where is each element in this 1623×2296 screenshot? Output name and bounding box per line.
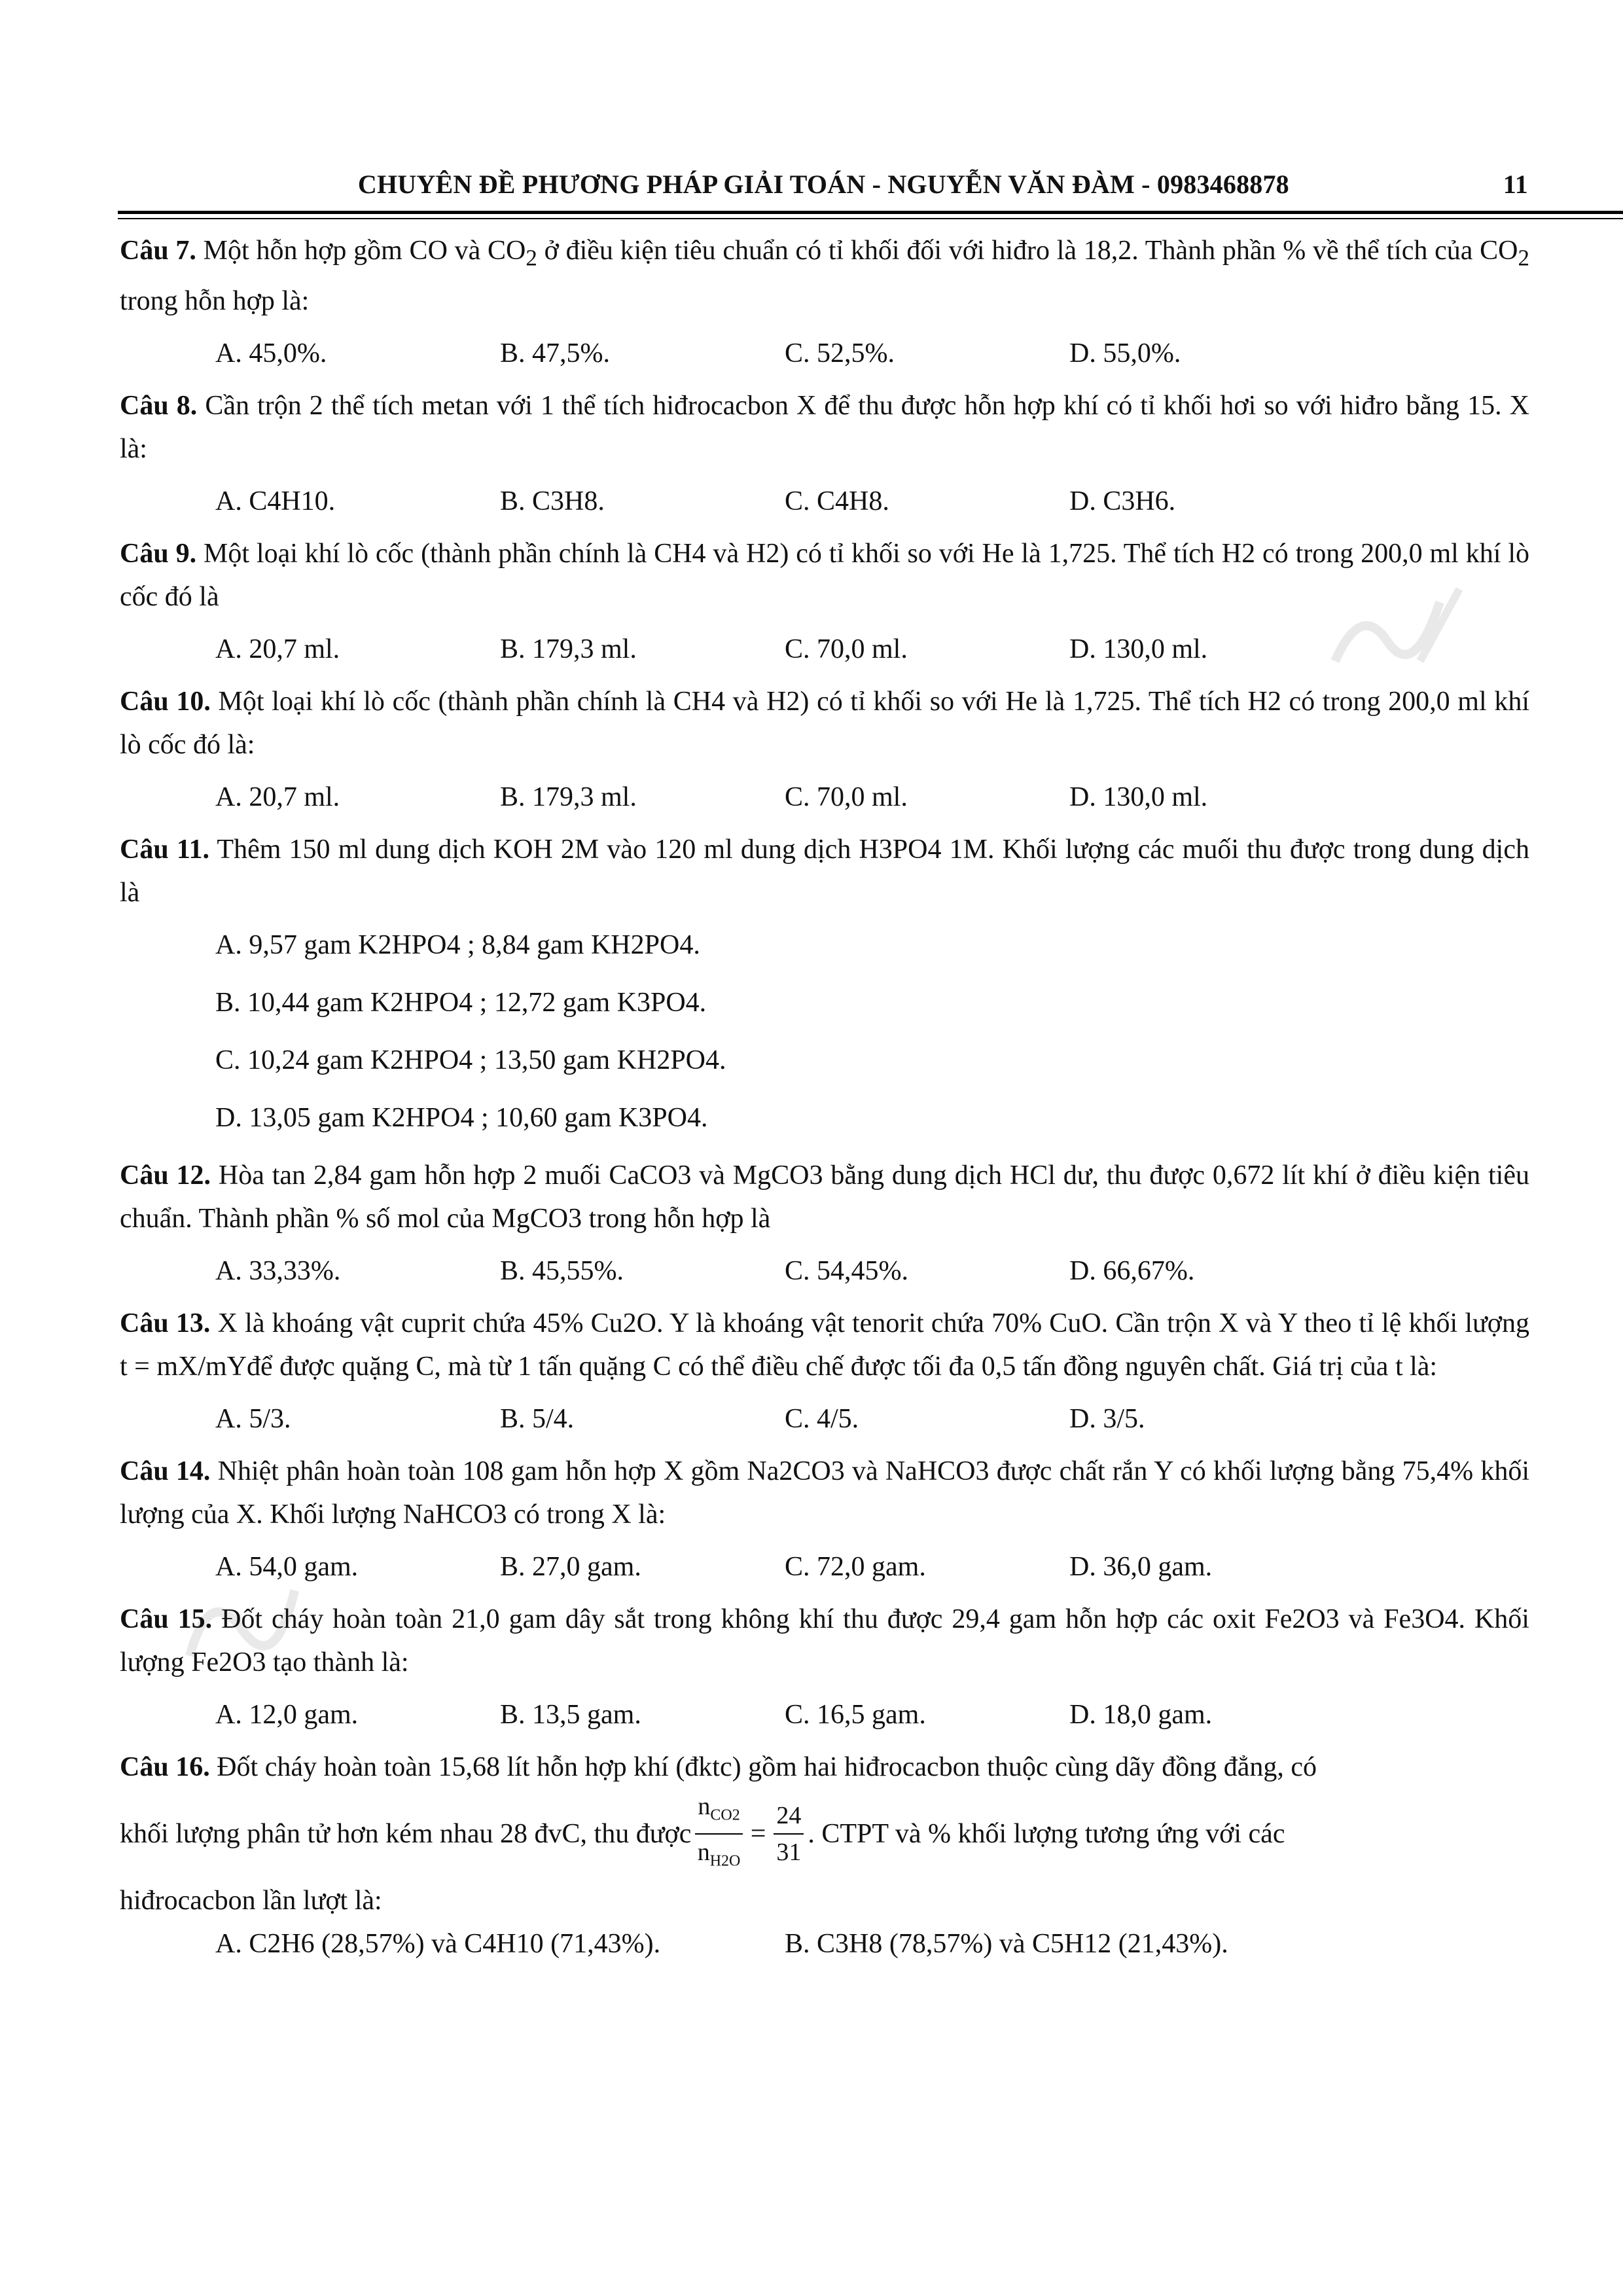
option-c: C. 52,5%. bbox=[785, 338, 895, 369]
option-a: A. 12,0 gam. bbox=[215, 1700, 359, 1731]
option-b: B. C3H8 (78,57%) và C5H12 (21,43%). bbox=[785, 1928, 1228, 1959]
option-a: A. C4H10. bbox=[215, 486, 336, 517]
question-15 bbox=[120, 1598, 1529, 1736]
option-d: D. 66,67%. bbox=[1069, 1256, 1195, 1287]
question-9-body: Một loại khí lò cốc (thành phần chính là CH4 và H2) có tỉ khối so với He là 1,725. Thể tích H2 có trong 200,0 ml khí lò cốc đó là bbox=[120, 539, 1529, 613]
option-d: D. 55,0%. bbox=[1069, 338, 1181, 369]
option-c: C. 10,24 gam K2HPO4 ; 13,50 gam KH2PO4. bbox=[215, 1045, 726, 1076]
question-9-options bbox=[120, 628, 1529, 671]
equals-sign: = bbox=[750, 1818, 766, 1849]
option-b: B. 47,5%. bbox=[500, 338, 610, 369]
question-16-text-line3: hiđrocacbon lần lượt là: bbox=[120, 1885, 382, 1916]
question-label: Câu 12. bbox=[120, 1160, 211, 1191]
frac-denominator-value: 31 bbox=[776, 1838, 802, 1866]
question-8-body: Cần trộn 2 thể tích metan với 1 thể tích hiđrocacbon X để thu được hỗn hợp khí có tỉ khối hơi so với hiđro bằng 15. X là: bbox=[120, 391, 1529, 465]
option-a: A. 33,33%. bbox=[215, 1256, 341, 1287]
option-c: C. 16,5 gam. bbox=[785, 1700, 926, 1731]
option-d: D. 130,0 ml. bbox=[1069, 634, 1208, 665]
option-b: B. C3H8. bbox=[500, 486, 605, 517]
option-a: A. 9,57 gam K2HPO4 ; 8,84 gam KH2PO4. bbox=[215, 930, 700, 961]
option-d: D. 130,0 ml. bbox=[1069, 782, 1208, 813]
question-label: Câu 10. bbox=[120, 687, 211, 717]
question-16-text-line2 bbox=[120, 1789, 1529, 1878]
question-label: Câu 16. bbox=[120, 1752, 210, 1783]
question-label: Câu 9. bbox=[120, 539, 197, 569]
option-b: B. 13,5 gam. bbox=[500, 1700, 641, 1731]
frac-numerator-value: 24 bbox=[774, 1798, 804, 1835]
option-d: D. 36,0 gam. bbox=[1069, 1552, 1213, 1583]
question-7 bbox=[120, 229, 1529, 375]
question-14-text bbox=[120, 1450, 1529, 1536]
question-14 bbox=[120, 1450, 1529, 1588]
question-13-options bbox=[120, 1397, 1529, 1441]
question-7-text bbox=[120, 229, 1529, 323]
question-16-options bbox=[120, 1922, 1529, 1965]
option-b: B. 179,3 ml. bbox=[500, 634, 637, 665]
question-13-text bbox=[120, 1302, 1529, 1388]
question-14-body: Nhiệt phân hoàn toàn 108 gam hỗn hợp X gồm Na2CO3 và NaHCO3 được chất rắn Y có khối lượng bằng 75,4% khối lượng của X. Khối lượng NaHCO3 có trong X là: bbox=[120, 1456, 1529, 1530]
question-label: Câu 14. bbox=[120, 1456, 211, 1487]
question-label: Câu 7. bbox=[120, 236, 196, 266]
header-title: CHUYÊN ĐỀ PHƯƠNG PHÁP GIẢI TOÁN - NGUYỄN VĂN ĐÀM - 0983468878 bbox=[357, 170, 1289, 199]
option-c: C. 70,0 ml. bbox=[785, 782, 908, 813]
option-a: A. 20,7 ml. bbox=[215, 634, 340, 665]
header-rule-thick bbox=[118, 211, 1623, 214]
question-13-body: X là khoáng vật cuprit chứa 45% Cu2O. Y là khoáng vật tenorit chứa 70% CuO. Cần trộn X và Y theo tỉ lệ khối lượng t = mX/mYđể được quặng C, mà từ 1 tấn quặng C có thể điều chế được tối đa 0,5 tấn đồng nguyên chất. Giá trị của t là: bbox=[120, 1308, 1529, 1382]
subscript: 2 bbox=[526, 245, 537, 271]
question-label: Câu 15. bbox=[120, 1604, 213, 1635]
question-15-body: Đốt cháy hoàn toàn 21,0 gam dây sắt trong không khí thu được 29,4 gam hỗn hợp các oxit Fe2O3 và Fe3O4. Khối lượng Fe2O3 tạo thành là: bbox=[120, 1604, 1529, 1678]
question-15-text bbox=[120, 1598, 1529, 1684]
option-a: A. 45,0%. bbox=[215, 338, 327, 369]
header-rule-thin bbox=[118, 218, 1623, 219]
option-c: C. 54,45%. bbox=[785, 1256, 908, 1287]
option-a: A. 54,0 gam. bbox=[215, 1552, 359, 1583]
question-11-body: Thêm 150 ml dung dịch KOH 2M vào 120 ml dung dịch H3PO4 1M. Khối lượng các muối thu được trong dung dịch là bbox=[120, 834, 1529, 908]
question-8 bbox=[120, 384, 1529, 523]
question-11-text bbox=[120, 828, 1529, 914]
question-13 bbox=[120, 1302, 1529, 1441]
option-b: B. 179,3 ml. bbox=[500, 782, 637, 813]
option-d: D. C3H6. bbox=[1069, 486, 1176, 517]
option-a: A. 5/3. bbox=[215, 1404, 291, 1435]
question-10 bbox=[120, 680, 1529, 819]
frac-n: n bbox=[697, 1838, 710, 1866]
option-b: B. 45,55%. bbox=[500, 1256, 624, 1287]
question-11-options bbox=[120, 924, 1529, 1139]
frac-n: n bbox=[698, 1793, 711, 1821]
option-c: C. 72,0 gam. bbox=[785, 1552, 926, 1583]
question-12-text bbox=[120, 1154, 1529, 1240]
option-b: B. 27,0 gam. bbox=[500, 1552, 641, 1583]
question-label: Câu 13. bbox=[120, 1308, 211, 1339]
option-c: C. 4/5. bbox=[785, 1404, 859, 1435]
mole-fraction-right bbox=[774, 1798, 804, 1870]
question-label: Câu 11. bbox=[120, 834, 210, 865]
option-c: C. 70,0 ml. bbox=[785, 634, 908, 665]
question-9-text bbox=[120, 532, 1529, 619]
question-16 bbox=[120, 1746, 1529, 1965]
question-10-text bbox=[120, 680, 1529, 766]
page-number: 11 bbox=[1503, 170, 1528, 199]
question-12-options bbox=[120, 1249, 1529, 1293]
frac-sub-co2: CO2 bbox=[710, 1806, 740, 1824]
question-12-body: Hòa tan 2,84 gam hỗn hợp 2 muối CaCO3 và MgCO3 bằng dung dịch HCl dư, thu được 0,672 lít khí ở điều kiện tiêu chuẩn. Thành phần % số mol của MgCO3 trong hỗn hợp là bbox=[120, 1160, 1529, 1234]
question-14-options bbox=[120, 1545, 1529, 1588]
question-8-text bbox=[120, 384, 1529, 471]
frac-numerator bbox=[695, 1789, 742, 1835]
option-a: A. 20,7 ml. bbox=[215, 782, 340, 813]
question-9 bbox=[120, 532, 1529, 671]
question-7-text-c: trong hỗn hợp là: bbox=[120, 286, 310, 317]
question-15-options bbox=[120, 1693, 1529, 1736]
question-7-text-b: ở điều kiện tiêu chuẩn có tỉ khối đối với hiđro là 18,2. Thành phần % về thể tích của CO bbox=[537, 236, 1518, 266]
question-16-text-b: khối lượng phân tử hơn kém nhau 28 đvC, thu được bbox=[120, 1818, 692, 1849]
document-body bbox=[120, 229, 1529, 1975]
question-8-options bbox=[120, 480, 1529, 523]
question-16-text-c: . CTPT và % khối lượng tương ứng với các bbox=[808, 1818, 1285, 1849]
question-11 bbox=[120, 828, 1529, 1139]
subscript: 2 bbox=[1518, 245, 1529, 271]
page-header bbox=[118, 169, 1528, 200]
question-16-text-line1 bbox=[120, 1746, 1529, 1789]
frac-sub-h2o: H2O bbox=[709, 1852, 741, 1870]
option-d: D. 18,0 gam. bbox=[1069, 1700, 1213, 1731]
mole-ratio-formula bbox=[691, 1789, 808, 1878]
option-b: B. 10,44 gam K2HPO4 ; 12,72 gam K3PO4. bbox=[215, 988, 707, 1018]
frac-denominator bbox=[698, 1835, 741, 1879]
option-d: D. 3/5. bbox=[1069, 1404, 1145, 1435]
option-a: A. C2H6 (28,57%) và C4H10 (71,43%). bbox=[215, 1928, 661, 1959]
question-7-text-a: Một hỗn hợp gồm CO và CO bbox=[196, 236, 526, 266]
option-c: C. C4H8. bbox=[785, 486, 889, 517]
question-7-options bbox=[120, 332, 1529, 375]
option-b: B. 5/4. bbox=[500, 1404, 575, 1435]
question-10-body: Một loại khí lò cốc (thành phần chính là CH4 và H2) có tỉ khối so với He là 1,725. Thể tích H2 có trong 200,0 ml khí lò cốc đó là: bbox=[120, 687, 1529, 761]
question-10-options bbox=[120, 776, 1529, 819]
question-label: Câu 8. bbox=[120, 391, 198, 422]
question-16-text-a: Đốt cháy hoàn toàn 15,68 lít hỗn hợp khí (đktc) gồm hai hiđrocacbon thuộc cùng dãy đồng đẳng, có bbox=[209, 1752, 1317, 1783]
question-12 bbox=[120, 1154, 1529, 1293]
mole-fraction-left bbox=[695, 1789, 742, 1878]
option-d: D. 13,05 gam K2HPO4 ; 10,60 gam K3PO4. bbox=[215, 1103, 708, 1134]
